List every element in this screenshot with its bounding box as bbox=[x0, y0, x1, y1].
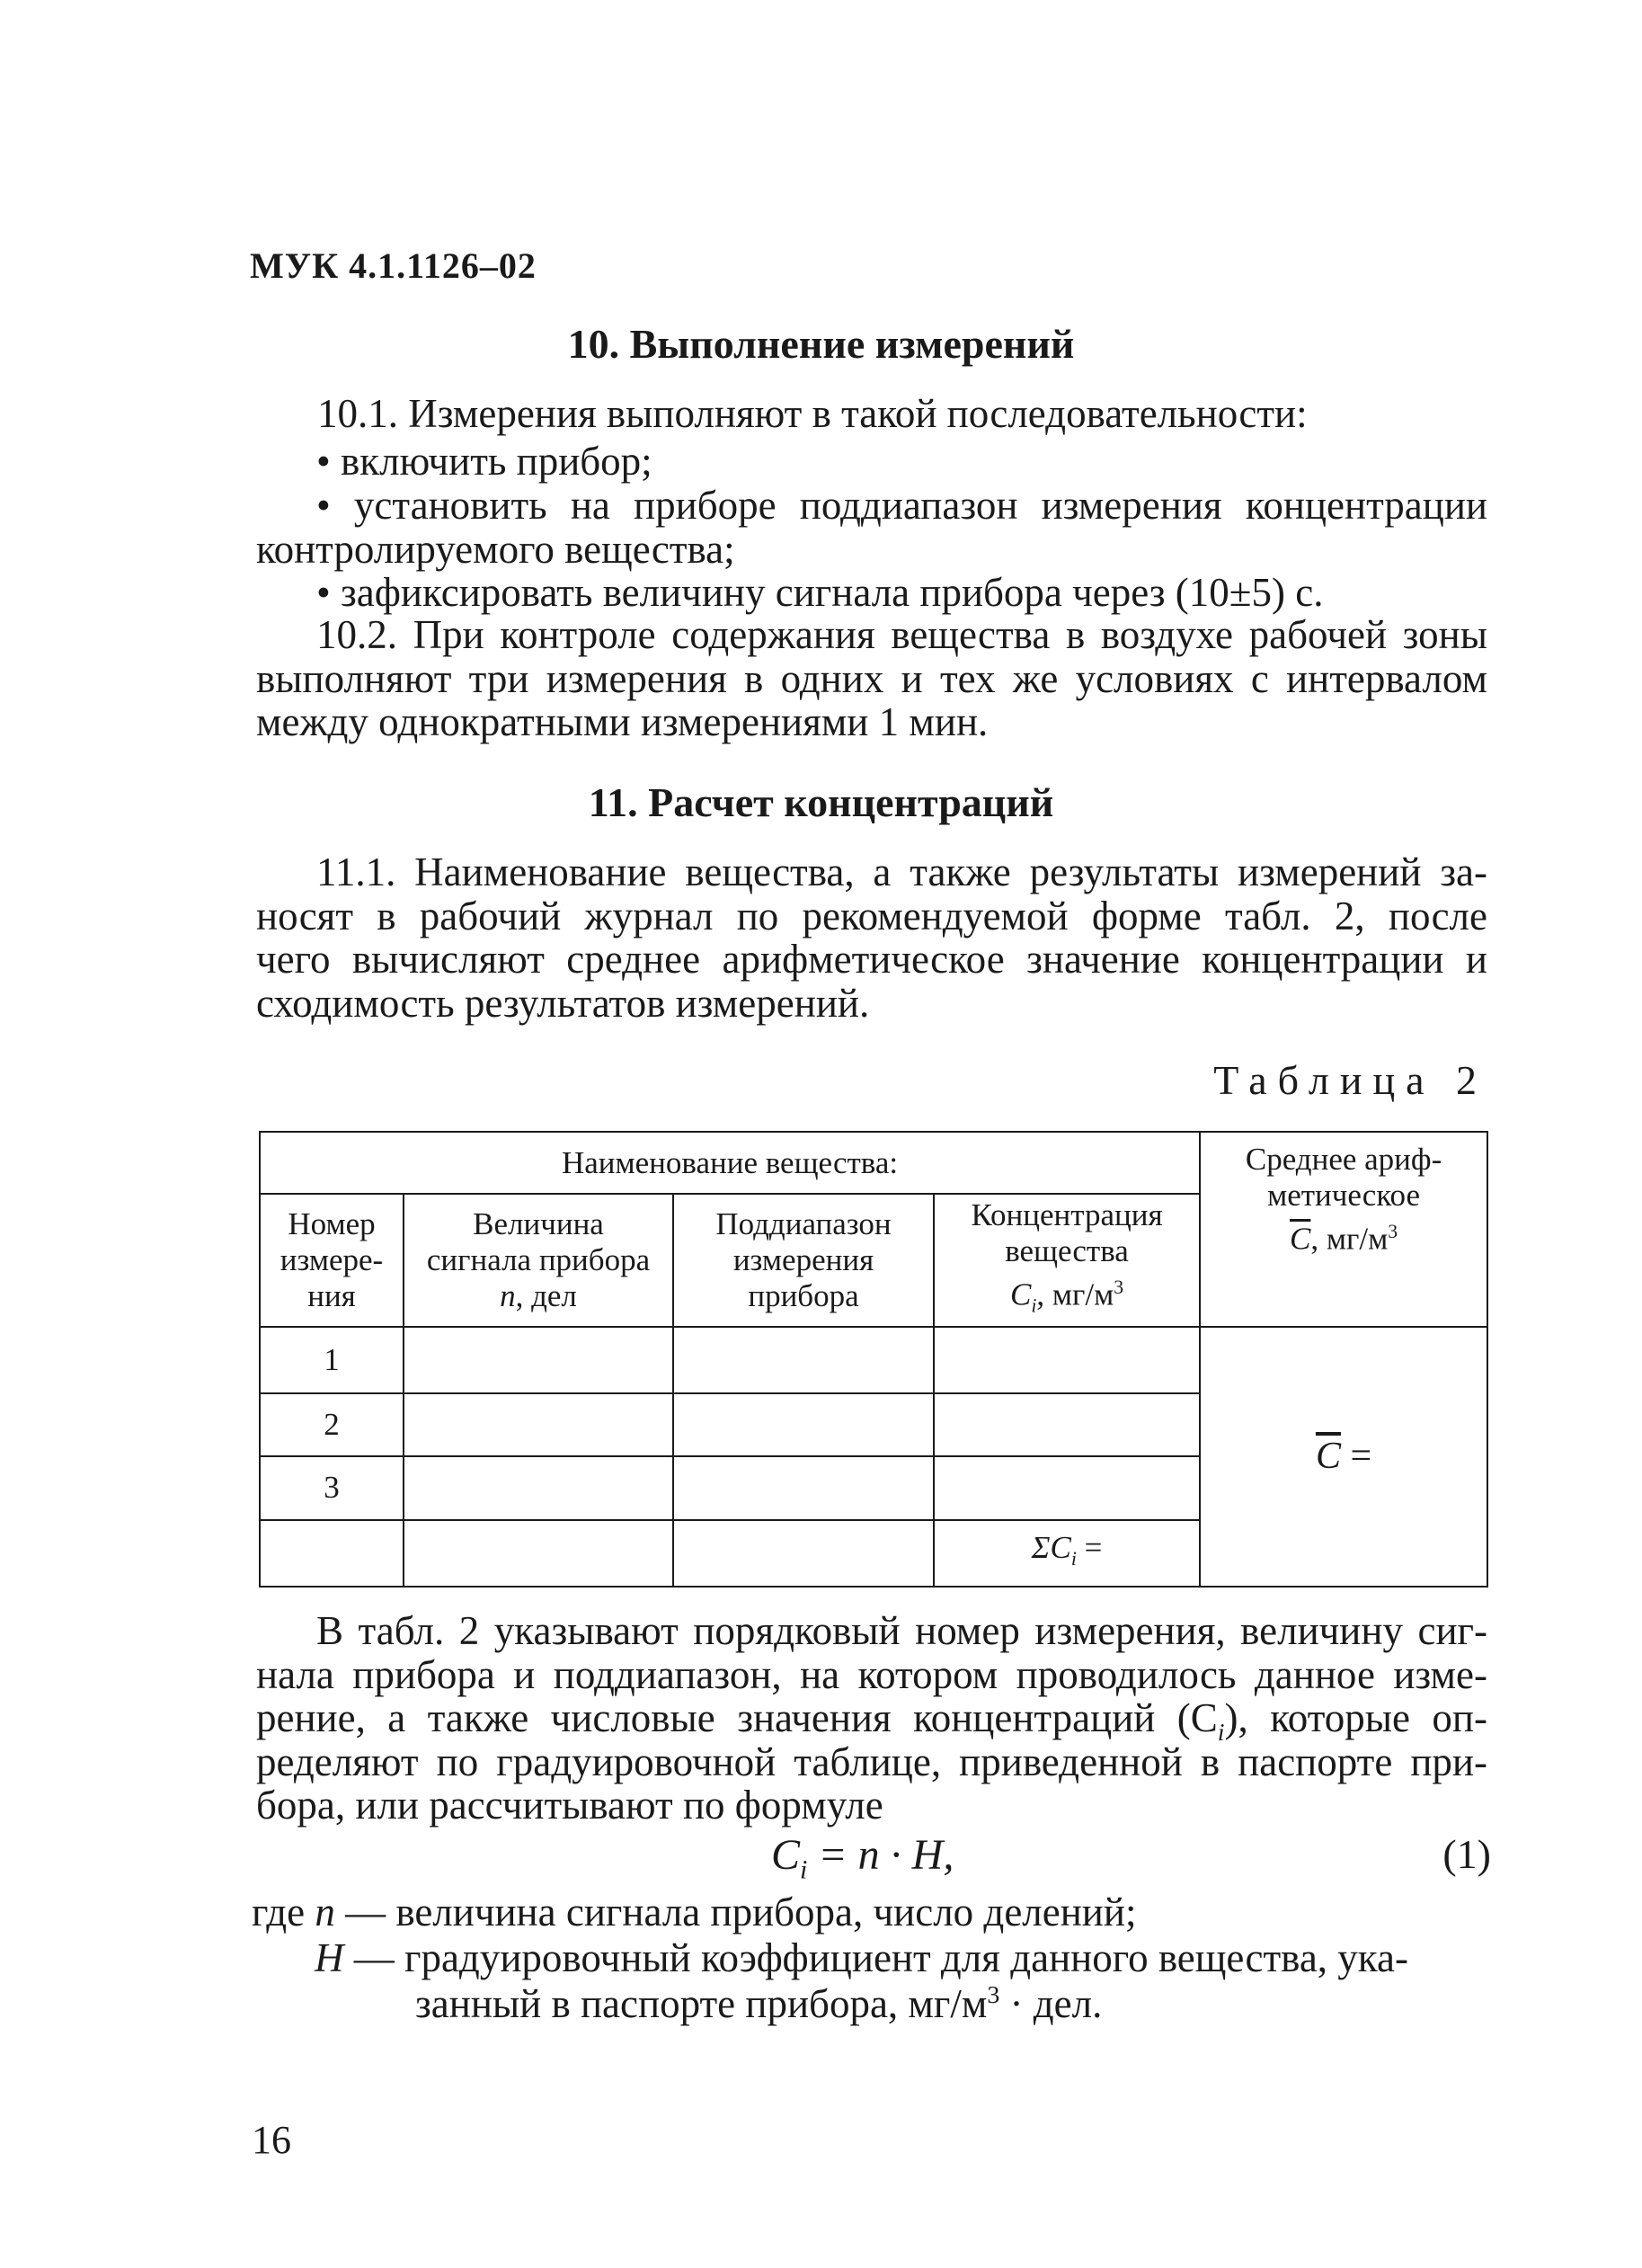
mean-cell-eq: = bbox=[1340, 1436, 1372, 1478]
text-line: контролируемого вещества; bbox=[256, 526, 735, 572]
formula-subscript: i bbox=[800, 1854, 808, 1885]
text-line: ределяют по градуировочной таблице, приведенной в паспорте при- bbox=[256, 1739, 1487, 1784]
table-cell bbox=[673, 1393, 934, 1456]
mean-header-unit: $\overline{C}$, $мг/м^3$ bbox=[1290, 1221, 1398, 1257]
where-symbol-n: n bbox=[315, 1890, 335, 1934]
table-cell bbox=[934, 1393, 1200, 1456]
where-text: занный в паспорте прибора, мг/м bbox=[415, 1981, 988, 2026]
text-line: 10.1. Измерения выполняют в такой последовательности: bbox=[317, 391, 1308, 436]
sum-label: ΣC bbox=[1031, 1529, 1071, 1565]
bullet-item-3: • зафиксировать величину сигнала прибора через (10±5) с. bbox=[316, 570, 1324, 615]
text-fragment: рение, а также числовые значения концентраций (C bbox=[256, 1695, 1218, 1740]
table-cell bbox=[934, 1327, 1200, 1393]
table-cell bbox=[673, 1520, 934, 1587]
col-signal-line-2: сигнала прибора bbox=[426, 1241, 651, 1277]
text-line: 11.1. Наименование вещества, а также результаты измерений за- bbox=[316, 849, 1487, 894]
signal-symbol: n bbox=[500, 1277, 516, 1313]
formula bbox=[771, 1830, 954, 1886]
section-10-paragraph-1 bbox=[256, 392, 1487, 436]
mean-header-line-2: метическое bbox=[1267, 1178, 1421, 1213]
text-line: • установить на приборе поддиапазон измерения концентрации bbox=[316, 483, 1487, 528]
mean-value-cell bbox=[1200, 1327, 1487, 1587]
signal-unit: , дел bbox=[515, 1277, 577, 1313]
text-line: выполняют три измерения в одних и тех же условиях с интервалом bbox=[256, 655, 1487, 701]
conc-subscript: i bbox=[1031, 1294, 1037, 1317]
subscript-i: i bbox=[1217, 1719, 1225, 1747]
table-cell bbox=[673, 1456, 934, 1519]
col-conc-line-2: вещества bbox=[1005, 1232, 1129, 1268]
table-cell bbox=[404, 1393, 673, 1456]
where-text: — градуировочный коэффициент для данного вещества, ука- bbox=[343, 1935, 1408, 1980]
col-number-text: Номер измере-ния bbox=[280, 1205, 384, 1313]
where-symbol-h: H bbox=[315, 1935, 344, 1980]
sum-eq: = bbox=[1076, 1529, 1103, 1565]
col-header-subrange: Поддиапазон измерения прибора bbox=[673, 1194, 934, 1326]
conc-symbol: C bbox=[1009, 1276, 1032, 1312]
section-10-paragraph-2 bbox=[256, 613, 1487, 744]
measurement-table bbox=[259, 1131, 1488, 1588]
bullet-item-2 bbox=[256, 484, 1487, 571]
text-line: носят в рабочий журнал по рекомендуемой форме табл. 2, после bbox=[256, 893, 1487, 938]
mean-symbol: $\overline{C}$ bbox=[1290, 1221, 1311, 1257]
col-header-signal bbox=[404, 1194, 673, 1326]
text-fragment: ), которые оп- bbox=[1224, 1695, 1487, 1740]
mean-header-line-1: Среднее ариф- bbox=[1245, 1142, 1442, 1177]
sum-subscript: i bbox=[1070, 1547, 1077, 1570]
table-cell bbox=[404, 1520, 673, 1587]
table-cell bbox=[404, 1327, 673, 1393]
col-conc-line-3: $C_i$, $мг/м^3$ bbox=[1009, 1276, 1124, 1317]
table-explanation-paragraph bbox=[256, 1609, 1487, 1828]
table-cell bbox=[404, 1456, 673, 1519]
document-code: МУК 4.1.1126–02 bbox=[250, 245, 537, 286]
text-line: бора, или рассчитывают по формуле bbox=[256, 1783, 883, 1828]
bullet-item-1: • включить прибор; bbox=[316, 439, 652, 484]
text-line: сходимость результатов измерений. bbox=[256, 980, 870, 1026]
col-signal-line-1: Величина bbox=[473, 1205, 604, 1241]
table-cell bbox=[260, 1520, 404, 1587]
sum-cell bbox=[934, 1520, 1200, 1587]
substance-name-header: Наименование вещества: bbox=[260, 1132, 1200, 1194]
conc-unit: , мг/м bbox=[1036, 1276, 1114, 1312]
where-line-1 bbox=[252, 1889, 1136, 1935]
where-prefix: где bbox=[252, 1890, 315, 1934]
table-cell bbox=[673, 1327, 934, 1393]
mean-unit: , мг/м bbox=[1310, 1221, 1389, 1257]
text-line: нала прибора и поддиапазон, на котором проводилось данное изме- bbox=[256, 1651, 1487, 1697]
col-signal-line-3 bbox=[408, 1278, 669, 1314]
where-line-2 bbox=[315, 1934, 1408, 1981]
where-line-3: занный в паспорте прибора, $мг/м^3$ · дел. bbox=[415, 1981, 1103, 2026]
row-number-3: 3 bbox=[260, 1456, 404, 1519]
section-11-title: 11. Расчет концентраций bbox=[588, 779, 1054, 825]
row-number-2: 2 bbox=[260, 1393, 404, 1456]
text-line: В табл. 2 указывают порядковый номер измерения, величину сиг- bbox=[316, 1608, 1487, 1653]
text-line: между однократными измерениями 1 мин. bbox=[256, 699, 989, 744]
where-text: — величина сигнала прибора, число делений; bbox=[334, 1890, 1137, 1934]
text-line: 10.2. При контроле содержания вещества в воздухе рабочей зоны bbox=[316, 612, 1487, 657]
text-line: чего вычисляют среднее арифметическое значение концентрации и bbox=[256, 937, 1487, 982]
section-11-paragraph-1 bbox=[256, 850, 1487, 1025]
where-text-end: · дел. bbox=[999, 1981, 1103, 2026]
table-cell bbox=[934, 1456, 1200, 1519]
table-caption: Таблица 2 bbox=[1213, 1057, 1487, 1103]
formula-lhs: C bbox=[771, 1831, 801, 1879]
formula-number: (1) bbox=[1442, 1831, 1491, 1877]
col-header-concentration bbox=[934, 1194, 1200, 1326]
col-conc-line-1: Концентрация bbox=[971, 1196, 1163, 1232]
section-10-title: 10. Выполнение измерений bbox=[567, 321, 1075, 367]
page-number: 16 bbox=[252, 2118, 291, 2162]
row-number-1: 1 bbox=[260, 1327, 404, 1393]
text-line-with-symbol bbox=[256, 1695, 1487, 1747]
formula-rhs: = n · H, bbox=[807, 1831, 954, 1879]
col-header-number bbox=[260, 1194, 404, 1326]
mean-cell-symbol: $\overline{C}$ bbox=[1315, 1436, 1341, 1478]
mean-header bbox=[1200, 1132, 1487, 1327]
